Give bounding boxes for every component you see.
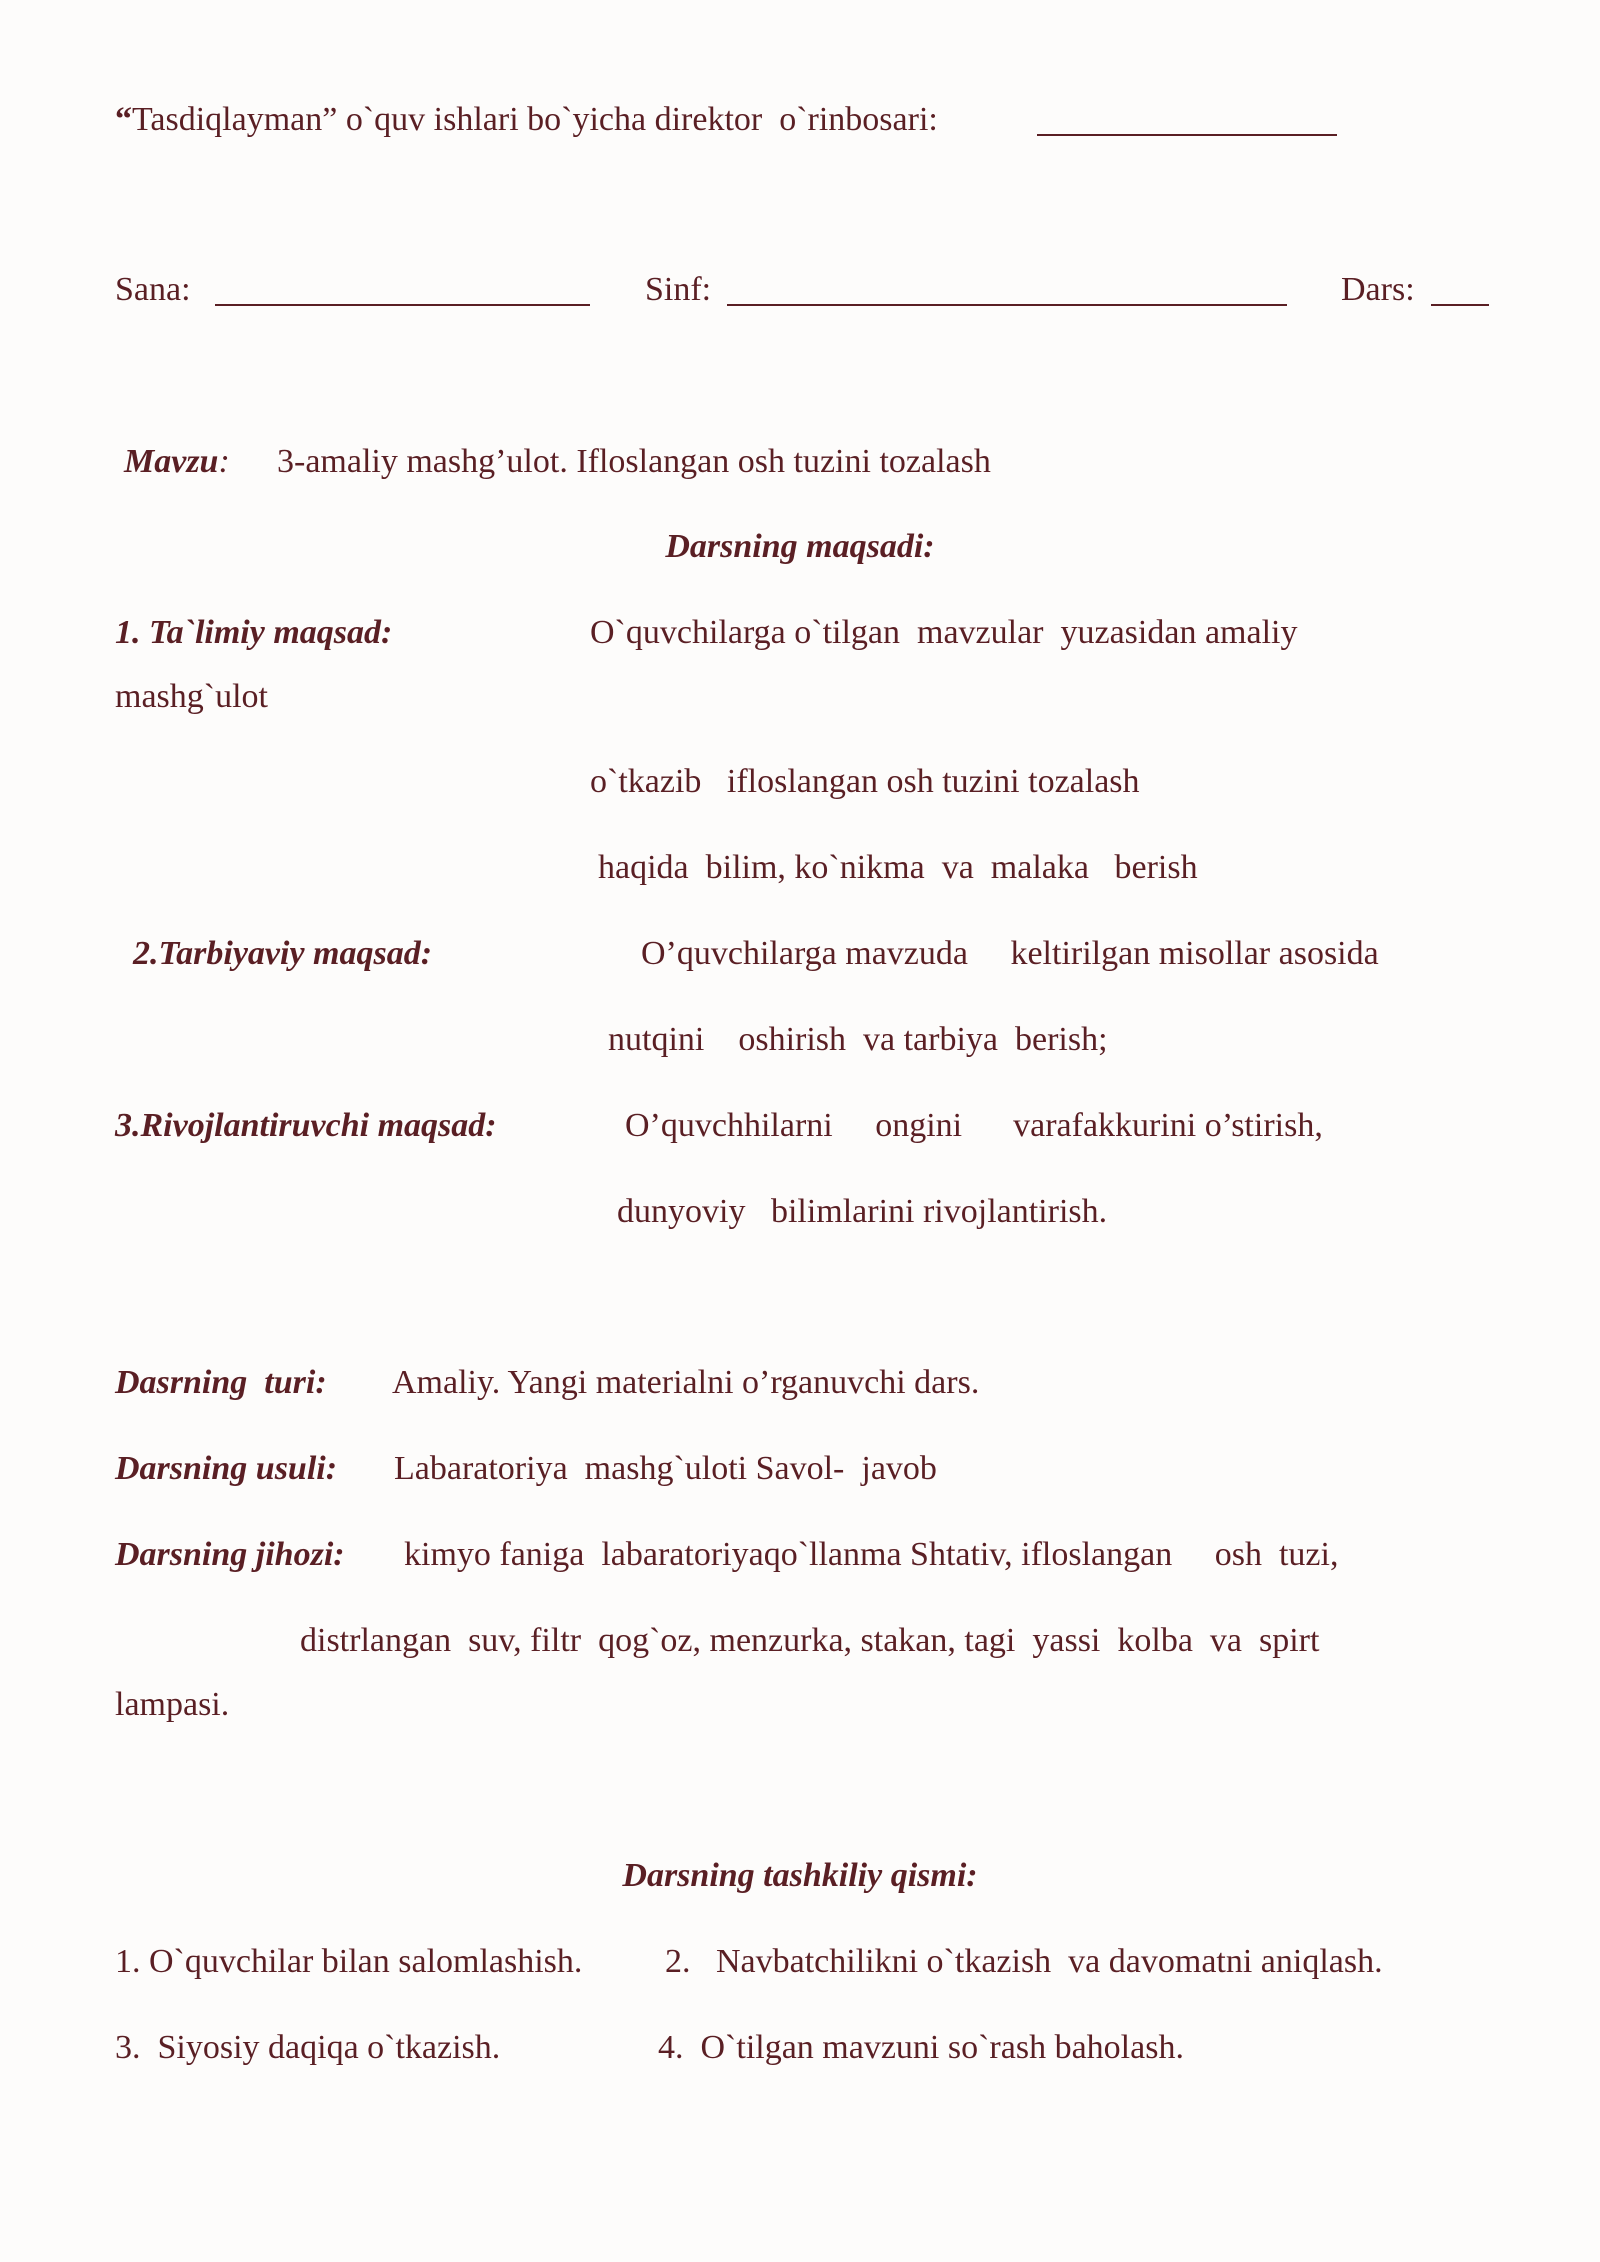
- educational-goal-line1: O`quvchilarga o`tilgan mavzular yuzasidan amaliy: [590, 614, 1298, 651]
- topic-label: Mavzu: [124, 443, 219, 480]
- educational-goal-line3: haqida bilim, ko`nikma va malaka berish: [598, 849, 1198, 886]
- upbringing-goal-line2: nutqini oshirish va tarbiya berish;: [608, 1021, 1108, 1058]
- lesson-blank[interactable]: [1431, 274, 1489, 306]
- topic-line: [124, 442, 230, 482]
- topic-value: 3-amaliy mashg’ulot. Ifloslangan osh tuzini tozalash: [277, 443, 991, 480]
- developmental-goal-line1: O’quvchhilarni ongini varafakkurini o’stirish,: [625, 1107, 1323, 1144]
- developmental-goal-label: 3.Rivojlantiruvchi maqsad:: [115, 1107, 497, 1144]
- lesson-equipment-label: Darsning jihozi:: [115, 1536, 345, 1573]
- lesson-equipment-line3: lampasi.: [115, 1686, 230, 1723]
- developmental-goal-line2: dunyoviy bilimlarini rivojlantirish.: [617, 1193, 1108, 1230]
- educational-goal-line2: o`tkazib ifloslangan osh tuzini tozalash: [590, 763, 1140, 800]
- approval-quote: “: [115, 101, 132, 138]
- date-blank[interactable]: [215, 274, 590, 306]
- lesson-label: Dars:: [1341, 271, 1415, 308]
- goals-heading: Darsning maqsadi:: [665, 528, 935, 565]
- lesson-type-value: Amaliy. Yangi materialni o’rganuvchi dars.: [392, 1364, 980, 1401]
- topic-colon: :: [218, 443, 230, 480]
- class-label: Sinf:: [645, 271, 712, 308]
- organization-item-3: 3. Siyosiy daqiqa o`tkazish.: [115, 2029, 501, 2066]
- upbringing-goal-line1: O’quvchilarga mavzuda keltirilgan misollar asosida: [641, 935, 1379, 972]
- lesson-method-label: Darsning usuli:: [115, 1450, 338, 1487]
- signature-blank[interactable]: [1037, 104, 1337, 136]
- lesson-method-value: Labaratoriya mashg`uloti Savol- javob: [394, 1450, 937, 1487]
- upbringing-goal-label: 2.Tarbiyaviy maqsad:: [133, 935, 433, 972]
- organization-item-1: 1. O`quvchilar bilan salomlashish.: [115, 1943, 583, 1980]
- lesson-equipment-line1: kimyo faniga labaratoriyaqo`llanma Shtativ, ifloslangan osh tuzi,: [404, 1536, 1339, 1573]
- approval-line: [115, 100, 938, 140]
- organization-item-4: 4. O`tilgan mavzuni so`rash baholash.: [658, 2029, 1184, 2066]
- class-blank[interactable]: [727, 274, 1287, 306]
- lesson-equipment-line2: distrlangan suv, filtr qog`oz, menzurka, stakan, tagi yassi kolba va spirt: [300, 1622, 1320, 1659]
- organization-item-2: 2. Navbatchilikni o`tkazish va davomatni aniqlash.: [665, 1943, 1383, 1980]
- organization-heading: Darsning tashkiliy qismi:: [622, 1857, 978, 1894]
- date-label: Sana:: [115, 271, 191, 308]
- lesson-type-label: Dasrning turi:: [115, 1364, 327, 1401]
- approval-text: Tasdiqlayman” o`quv ishlari bo`yicha direktor o`rinbosari:: [132, 101, 938, 138]
- educational-goal-line1-wrap: mashg`ulot: [115, 678, 268, 715]
- educational-goal-label: 1. Ta`limiy maqsad:: [115, 614, 393, 651]
